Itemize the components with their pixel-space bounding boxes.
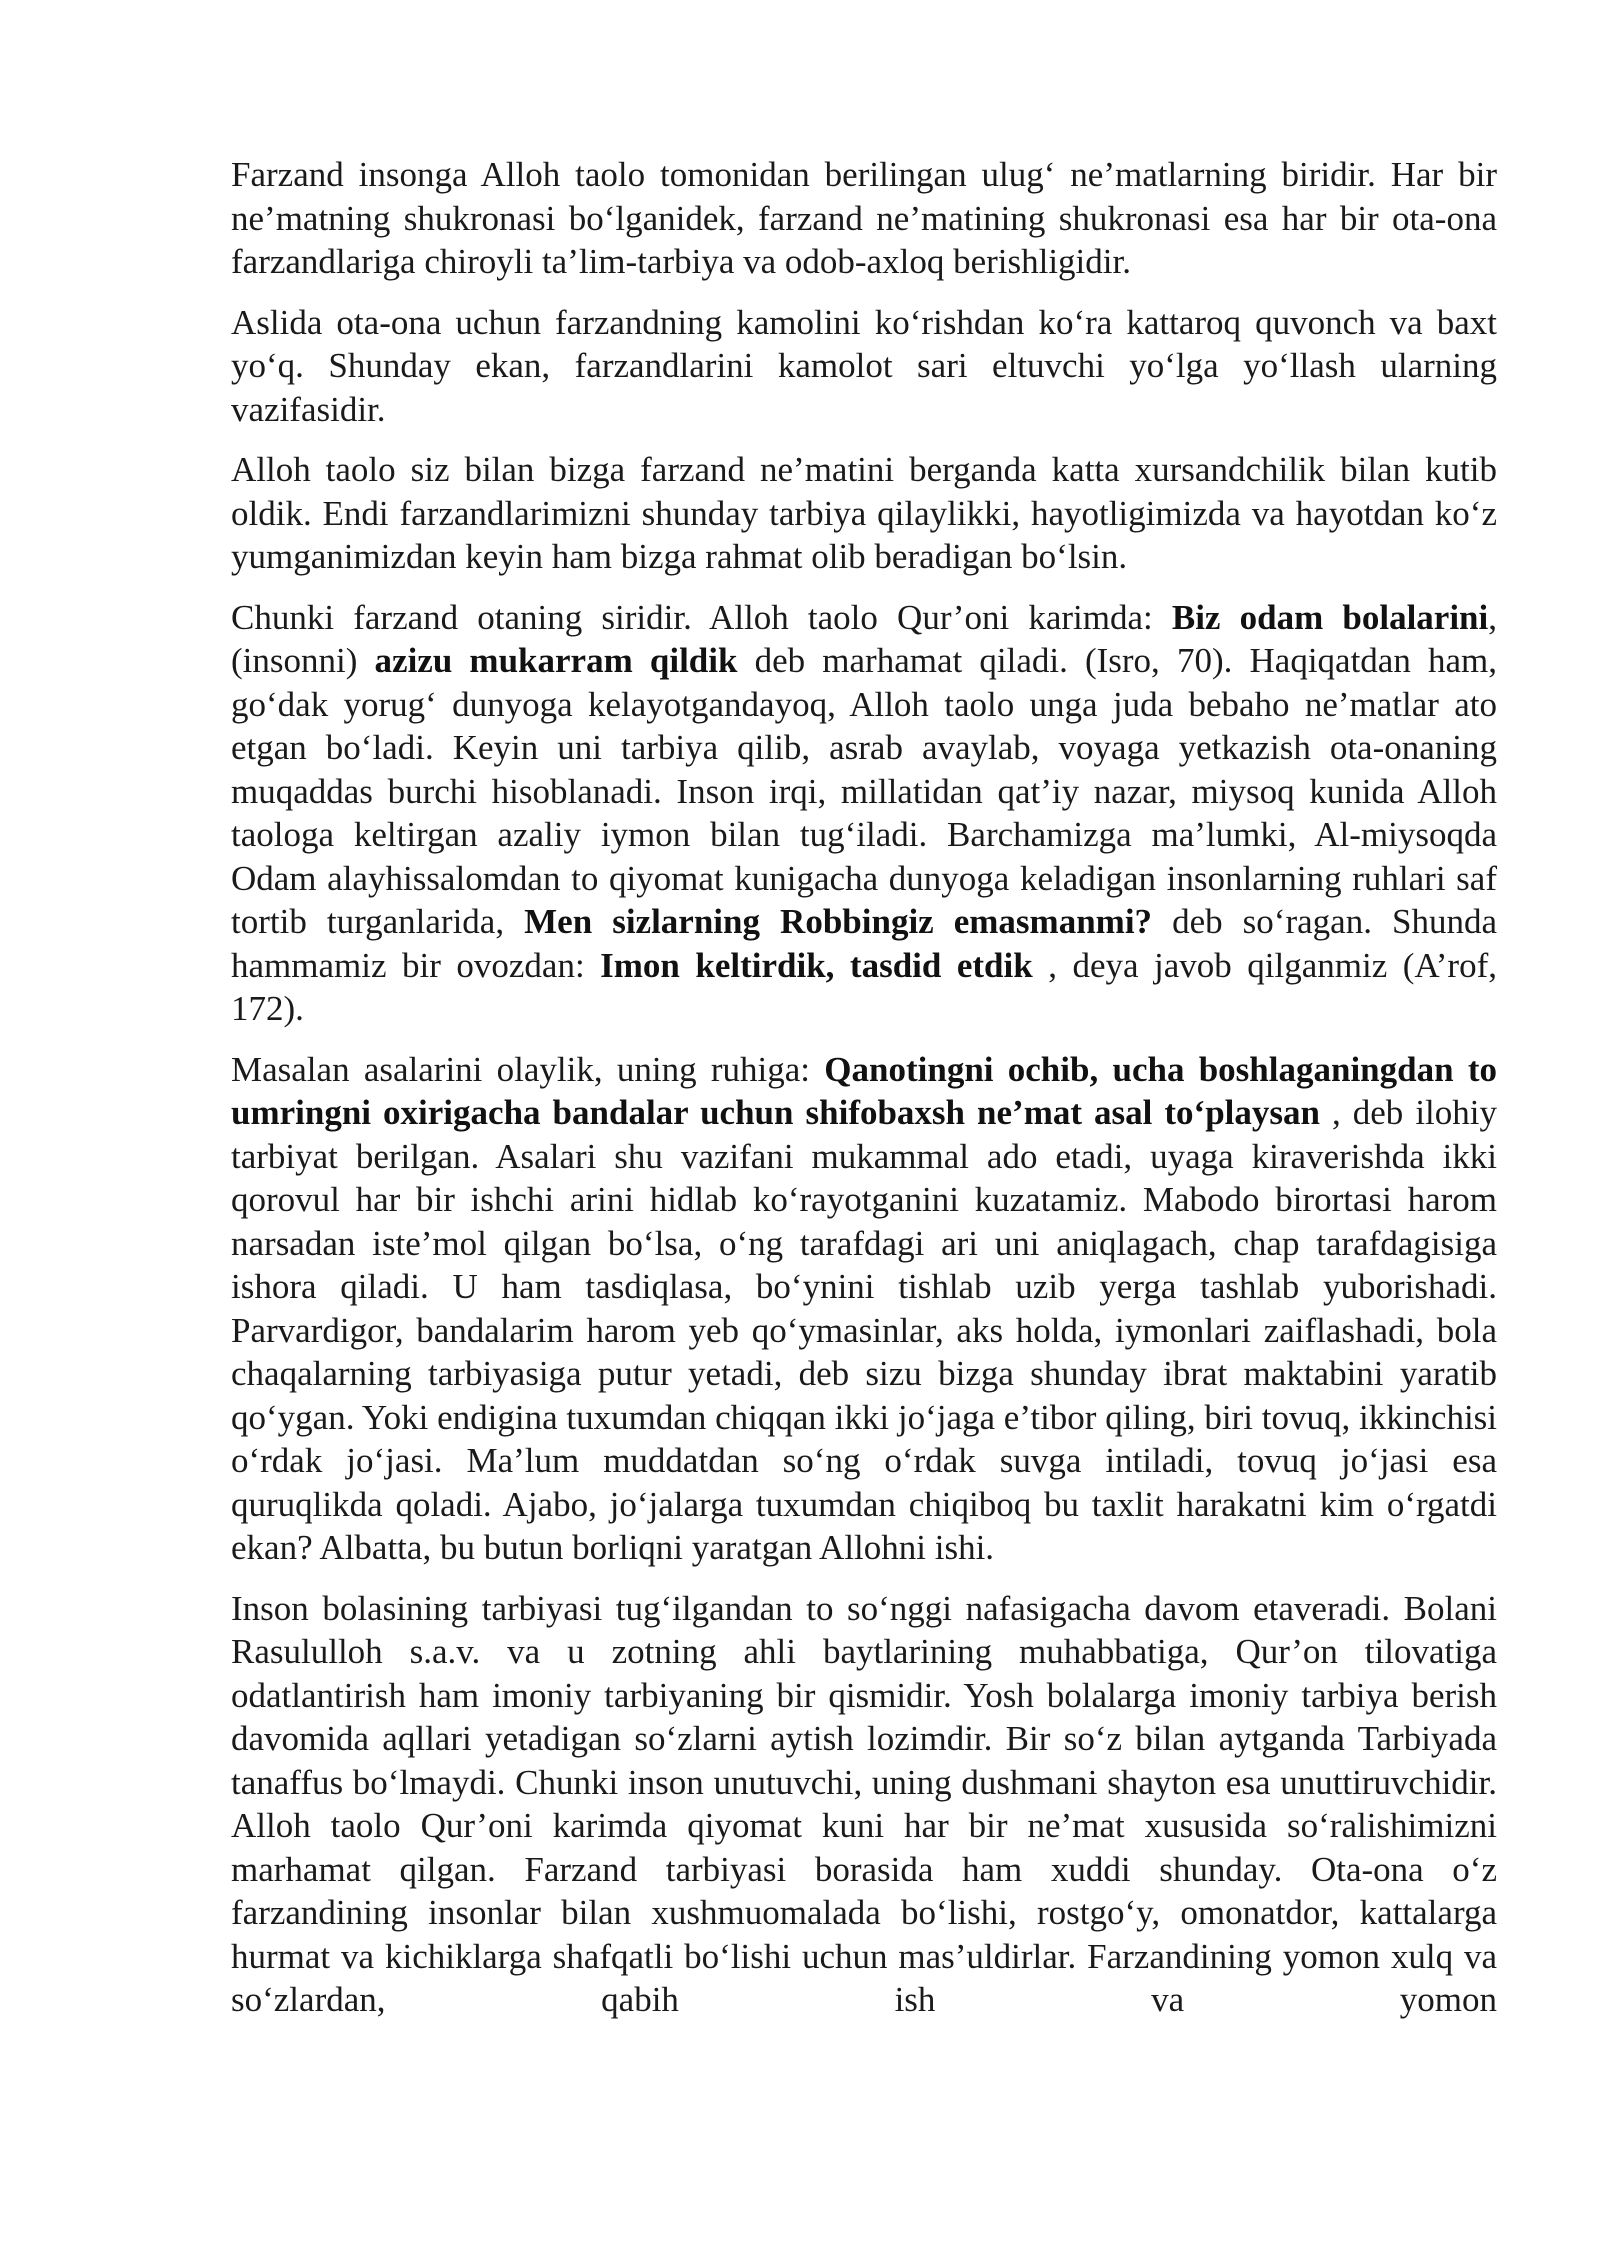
paragraph-4: [231, 596, 1497, 1031]
paragraph-text: Aslida ota-ona uchun farzandning kamolini ko‘rishdan ko‘ra kattaroq quvonch va baxt yo‘q. Shunday ekan, farzandlarini kamolot sari eltuvchi yo‘lga yo‘llash ularning vazifasidir.: [231, 302, 1497, 429]
paragraph-3: [231, 448, 1497, 579]
paragraph-6: [231, 1587, 1497, 2022]
paragraph-text: Inson bolasining tarbiyasi tug‘ilgandan to so‘nggi nafasigacha davom etaveradi. Bolani Rasululloh s.a.v. va u zotning ahli baytlarining muhabbatiga, Qur’on tilovatiga odatlantirish ham imoniy tarbiyaning bir qismidir. Yosh bolalarga imoniy tarbiya berish davomida aqllari yetadigan so‘zlarni aytish lozimdir. Bir so‘z bilan aytganda Tarbiyada tanaffus bo‘lmaydi. Chunki inson unutuvchi, uning dushmani shayton esa unuttiruvchidir. Alloh taolo Qur’oni karimda qiyomat kuni har bir ne’mat xususida so‘ralishimizni marhamat qilgan. Farzand tarbiyasi borasida ham xuddi shunday. Ota-ona o‘z farzandining insonlar bilan xushmuomalada bo‘lishi, rostgo‘y, omonatdor, kattalarga hurmat va kichiklarga shafqatli bo‘lishi uchun mas’uldirlar. Farzandining yomon xulq va so‘zlardan, qabih ish va yomon: [231, 1588, 1497, 2019]
paragraph-text: Alloh taolo siz bilan bizga farzand ne’matini berganda katta xursandchilik bilan kutib oldik. Endi farzandlarimizni shunday tarbiya qilaylikki, hayotligimizda va hayotdan ko‘z yumganimizdan keyin ham bizga rahmat olib beradigan bo‘lsin.: [231, 450, 1497, 576]
paragraph-5: [231, 1048, 1497, 1570]
paragraph-text: deb marhamat qiladi. (Isro, 70). Haqiqatdan ham, go‘dak yorug‘ dunyoga kelayotgandayoq, Alloh taolo unga juda bebaho ne’matlar ato etgan bo‘ladi. Keyin uni tarbiya qilib, asrab avaylab, voyaga yetkazish ota-onaning muqaddas burchi hisoblanadi. Inson irqi, millatidan qat’iy nazar, miysoq kunida Alloh taologa keltirgan azaliy iymon bilan tug‘iladi. Barchamizga ma’lumki, Al-miysoqda Odam alayhissalomdan to qiyomat kunigacha dunyoga keladigan insonlarning ruhlari saf tortib turganlarida,: [231, 641, 1497, 941]
paragraph-1: [231, 153, 1497, 284]
bold-quote: azizu mukarram qildik: [374, 641, 738, 680]
paragraph-text: , deya javob qilganmiz (A’rof, 172).: [231, 945, 1497, 1028]
paragraph-text: deb so‘ragan. Shunda hammamiz bir ovozdan:: [231, 902, 1497, 985]
document-body: [231, 153, 1497, 2039]
paragraph-text: Chunki farzand otaning siridir. Alloh taolo Qur’oni karimda:: [231, 597, 1172, 637]
paragraph-text: , deb ilohiy tarbiyat berilgan. Asalari shu vazifani mukammal ado etadi, uyaga kiraverishda ikki qorovul har bir ishchi arini hidlab ko‘rayotganini kuzatamiz. Mabodo birortasi harom narsadan iste’mol qilgan bo‘lsa, o‘ng tarafdagi ari uni aniqlagach, chap tarafdagisiga ishora qiladi. U ham tasdiqlasa, bo‘ynini tishlab uzib yerga tashlab yuborishadi. Parvardigor, bandalarim harom yeb qo‘ymasinlar, aks holda, iymonlari zaiflashadi, bola chaqalarning tarbiyasiga putur yetadi, deb sizu bizga shunday ibrat maktabini yaratib qo‘ygan. Yoki endigina tuxumdan chiqqan ikki jo‘jaga e’tibor qiling, biri tovuq, ikkinchisi o‘rdak jo‘jasi. Ma’lum muddatdan so‘ng o‘rdak suvga intiladi, tovuq jo‘jasi esa quruqlikda qoladi. Ajabo, jo‘jalarga tuxumdan chiqiboq bu taxlit harakatni kim o‘rgatdi ekan? Albatta, bu butun borliqni yaratgan Allohni ishi.: [231, 1093, 1498, 1567]
bold-quote: Men sizlarning Robbingiz emasmanmi?: [524, 902, 1153, 941]
paragraph-2: [231, 301, 1497, 432]
paragraph-text: , (insonni): [231, 597, 1497, 680]
paragraph-text: Masalan asalarini olaylik, uning ruhiga:: [231, 1049, 825, 1089]
bold-quote: Qanotingni ochib, ucha boshlaganingdan to umringni oxirigacha bandalar uchun shifobaxsh ne’mat asal to‘playsan: [231, 1049, 1497, 1132]
paragraph-text: Farzand insonga Alloh taolo tomonidan berilingan ulug‘ ne’matlarning biridir. Har bir ne’matning shukronasi bo‘lganidek, farzand ne’matining shukronasi esa har bir ota-ona farzandlariga chiroyli ta’lim-tarbiya va odob-axloq berishligidir.: [231, 155, 1497, 281]
bold-quote: Imon keltirdik, tasdid etdik: [600, 945, 1033, 985]
bold-quote: Biz odam bolalarini: [1171, 597, 1489, 637]
